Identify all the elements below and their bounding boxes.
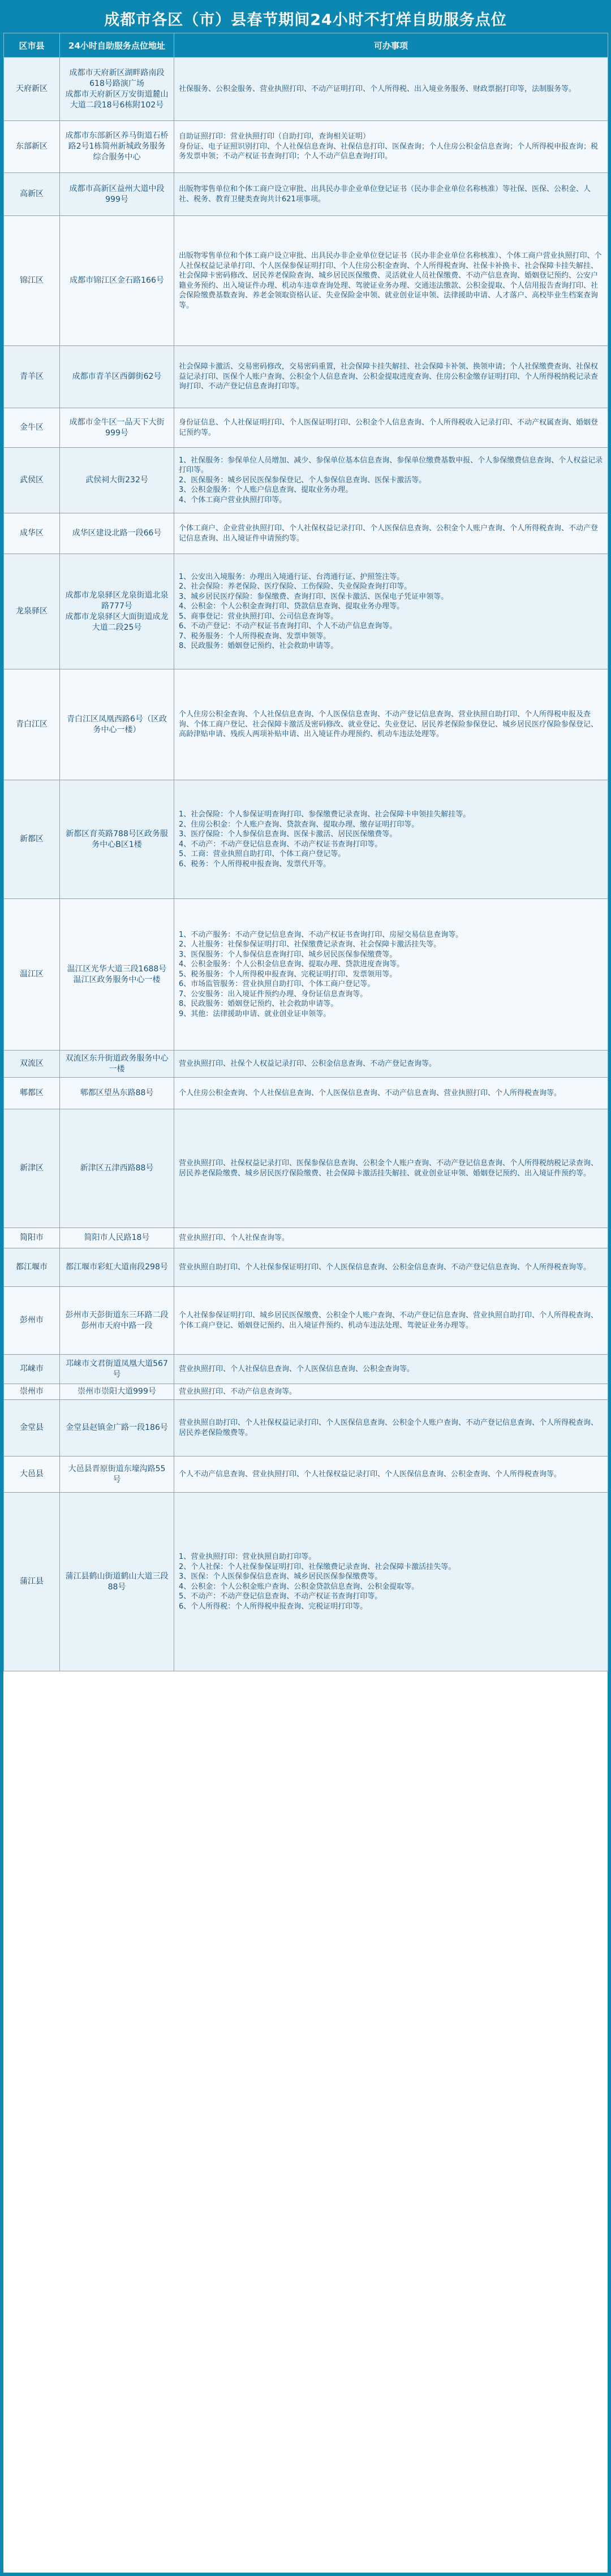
items-cell: 身份证信息、个人社保证明打印、个人医保证明打印、公积金个人信息查询、个人所得税收入记录打印、不动产权属查询、婚姻登记预约等。 — [174, 408, 608, 448]
address-cell: 成都市龙泉驿区龙泉街道北泉路777号 成都市龙泉驿区大面街道成龙大道二段25号 — [60, 554, 174, 669]
items-cell: 个人住房公积金查询、个人社保信息查询、个人医保信息查询、不动产登记信息查询、营业执照自助打印、个人所得税申报及查询、个体工商户登记、社会保障卡激活及密码修改、就业登记、失业登记、居民养老保险参保登记、城乡居民医疗保险参保登记、高龄津贴申请、残疾人两项补贴申请、出入境证件办理预约、机动车违法处理等。 — [174, 669, 608, 780]
table-row — [4, 1109, 608, 1228]
district-cell: 武侯区 — [4, 448, 60, 513]
items-cell: 营业执照打印、不动产信息查询等。 — [174, 1384, 608, 1400]
district-cell: 金堂县 — [4, 1400, 60, 1456]
address-cell: 金堂县赵镇金广路一段186号 — [60, 1400, 174, 1456]
district-cell: 崇州市 — [4, 1384, 60, 1400]
table-row — [4, 58, 608, 121]
table-row — [4, 1051, 608, 1078]
table-row — [4, 1248, 608, 1287]
items-cell: 营业执照自助打印、个人社保权益记录打印、个人医保信息查询、公积金个人账户查询、不动产登记信息查询、个人所得税查询、居民养老保险缴费等。 — [174, 1400, 608, 1456]
district-cell: 郫都区 — [4, 1078, 60, 1109]
items-cell: 营业执照打印、个人社保信息查询、个人医保信息查询、公积金查询等。 — [174, 1355, 608, 1384]
items-cell: 社保服务、公积金服务、营业执照打印、不动产证明打印、个人所得税、出入境业务服务、财政票据打印等，法制服务等。 — [174, 58, 608, 121]
district-cell: 锦江区 — [4, 216, 60, 346]
address-cell: 蒲江县鹤山街道鹤山大道三段88号 — [60, 1493, 174, 1671]
table-row — [4, 448, 608, 513]
table-row — [4, 173, 608, 216]
items-cell: 营业执照打印、社保个人权益记录打印、公积金信息查询、不动产登记查询等。 — [174, 1051, 608, 1078]
address-cell: 双流区东升街道政务服务中心一楼 — [60, 1051, 174, 1078]
district-cell: 都江堰市 — [4, 1248, 60, 1287]
address-cell: 成都市金牛区一品天下大街999号 — [60, 408, 174, 448]
address-cell: 成都市高新区益州大道中段999号 — [60, 173, 174, 216]
address-cell: 邛崃市文君街道凤凰大道567号 — [60, 1355, 174, 1384]
table-row — [4, 1287, 608, 1355]
address-cell: 新都区育英路788号区政务服务中心B区1楼 — [60, 780, 174, 899]
table-row — [4, 669, 608, 780]
table-row — [4, 216, 608, 346]
district-cell: 天府新区 — [4, 58, 60, 121]
district-cell: 蒲江县 — [4, 1493, 60, 1671]
items-cell: 1、营业执照打印：营业执照自助打印等。 2、个人社保：个人社保参保证明打印、社保缴费记录查询、社会保障卡激活挂失等。 3、医保：个人医保参保信息查询、城乡居民医保参保缴费等。 4、公积金：个人公积金账户查询、公积金贷款信息查询、公积金提取等。 5、不动产：不动产登记信息查询、不动产权证书查询打印等。 6、个人所得税：个人所得税申报查询、完税证明打印等。 — [174, 1493, 608, 1671]
items-cell: 营业执照打印、个人社保查询等。 — [174, 1228, 608, 1248]
address-cell: 新津区五津西路88号 — [60, 1109, 174, 1228]
address-cell: 温江区光华大道三段1688号温江区政务服务中心一楼 — [60, 899, 174, 1051]
items-cell: 1、社保服务：参保单位人员增加、减少、参保单位基本信息查询、参保单位缴费基数申报、个人参保缴费信息查询、个人权益记录打印等。 2、医保服务：城乡居民医保参保登记、个人参保信息查询、医保卡激活等。 3、公积金服务：个人账户信息查询、提取业务办理。 4、个体工商户营业执照打印等。 — [174, 448, 608, 513]
items-cell: 自助证照打印：营业执照打印（自助打印，查询相关证明） 身份证、电子证照识别打印、个人社保信息查询、社保信息打印、医保查询；个人住房公积金信息查询；个人所得税申报查询；税务发票申领；不动产权证书查询打印；个人不动产信息查询打印。 — [174, 121, 608, 173]
page-title: 成都市各区（市）县春节期间24小时不打烊自助服务点位 — [3, 3, 608, 33]
table-body — [4, 58, 608, 1671]
address-cell: 成都市天府新区湖畔路南段618号路演广场 成都市天府新区万安街道麓山大道二段18号6栋附102号 — [60, 58, 174, 121]
items-cell: 营业执照自助打印、个人社保参保证明打印、个人医保信息查询、公积金信息查询、不动产登记信息查询、个人所得税查询等。 — [174, 1248, 608, 1287]
district-cell: 东部新区 — [4, 121, 60, 173]
address-cell: 武侯祠大街232号 — [60, 448, 174, 513]
table-row — [4, 554, 608, 669]
address-cell: 简阳市人民路18号 — [60, 1228, 174, 1248]
items-cell: 个体工商户、企业营业执照打印、个人社保权益记录打印、个人医保信息查询、公积金个人账户查询、个人所得税查询、不动产登记信息查询、出入境证件申请预约等。 — [174, 513, 608, 554]
service-points-table — [3, 33, 608, 1671]
district-cell: 成华区 — [4, 513, 60, 554]
items-cell: 社会保障卡激活、交易密码修改，交易密码重置，社会保障卡挂失解挂、社会保障卡补领、换领申请；个人社保缴费查询、社保权益记录打印、医保个人账户查询、公积金个人信息查询、公积金提取进度查询、住房公积金缴存证明打印、个人所得税纳税记录查询打印、不动产登记信息查询打印等。 — [174, 346, 608, 408]
district-cell: 邛崃市 — [4, 1355, 60, 1384]
address-cell: 成华区建设北路一段66号 — [60, 513, 174, 554]
district-cell: 温江区 — [4, 899, 60, 1051]
district-cell: 新津区 — [4, 1109, 60, 1228]
table-row — [4, 899, 608, 1051]
district-cell: 大邑县 — [4, 1456, 60, 1493]
address-cell: 大邑县晋原街道东壕沟路55号 — [60, 1456, 174, 1493]
table-row — [4, 1493, 608, 1671]
district-cell: 龙泉驿区 — [4, 554, 60, 669]
district-cell: 简阳市 — [4, 1228, 60, 1248]
header-district: 区市县 — [4, 33, 60, 58]
table-row — [4, 780, 608, 899]
district-cell: 双流区 — [4, 1051, 60, 1078]
table-row — [4, 1228, 608, 1248]
district-cell: 彭州市 — [4, 1287, 60, 1355]
items-cell: 1、不动产服务：不动产登记信息查询、不动产权证书查询打印、房屋交易信息查询等。 2、人社服务：社保参保证明打印、社保缴费记录查询、社会保障卡激活挂失等。 3、医保服务：个人参保信息查询打印、城乡居民医保参保缴费等。 4、公积金服务：个人公积金信息查询、提取办理、贷款进度查询等。 5、税务服务：个人所得税申报查询、完税证明打印、发票领用等。 6、市场监管服务：营业执照自助打印、个体工商户登记等。 7、公安服务：出入境证件预约办理、身份证信息查询等。 8、民政服务：婚姻登记预约、社会救助申请等。 9、其他：法律援助申请、就业创业证申领等。 — [174, 899, 608, 1051]
address-cell: 郫都区望丛东路88号 — [60, 1078, 174, 1109]
table-row — [4, 1456, 608, 1493]
items-cell: 营业执照打印、社保权益记录打印、医保参保信息查询、公积金个人账户查询、不动产登记信息查询、个人所得税纳税记录查询、居民养老保险缴费、城乡居民医疗保险缴费、社会保障卡激活挂失解挂、就业创业证申领、婚姻登记预约、出入境证件预约等。 — [174, 1109, 608, 1228]
address-cell: 彭州市天彭街道东三环路二段 彭州市天府中路一段 — [60, 1287, 174, 1355]
header-items: 可办事项 — [174, 33, 608, 58]
table-row — [4, 513, 608, 554]
header-address: 24小时自助服务点位地址 — [60, 33, 174, 58]
notice-frame — [3, 3, 608, 2573]
address-cell: 成都市东部新区养马街道石桥路2号1栋简州新城政务服务综合服务中心 — [60, 121, 174, 173]
items-cell: 1、公安出入境服务：办理出入境通行证、台湾通行证、护照签注等。 2、社会保险：养老保险、医疗保险、工伤保险、失业保险查询打印等。 3、城乡居民医疗保险：参保缴费、查询打印、医保卡激活、医保电子凭证申领等。 4、公积金：个人公积金查询打印、贷款信息查询、提取业务办理等。 5、商事登记：营业执照打印、公司信息查询等。 6、不动产登记：不动产权证书查询打印、个人不动产信息查询等。 7、税务服务：个人所得税查询、发票申领等。 8、民政服务：婚姻登记预约、社会救助申请等。 — [174, 554, 608, 669]
table-row — [4, 346, 608, 408]
table-row — [4, 408, 608, 448]
district-cell: 青白江区 — [4, 669, 60, 780]
district-cell: 高新区 — [4, 173, 60, 216]
table-row — [4, 1384, 608, 1400]
items-cell: 个人社保参保证明打印、城乡居民医保缴费、公积金个人账户查询、不动产登记信息查询、营业执照自助打印、个人所得税查询、个体工商户登记、婚姻登记预约、出入境证件预约、机动车违法处理、驾驶证业务办理等。 — [174, 1287, 608, 1355]
table-row — [4, 1078, 608, 1109]
district-cell: 青羊区 — [4, 346, 60, 408]
items-cell: 出版物零售单位和个体工商户设立审批、出具民办非企业单位登记证书（民办非企业单位名称核准）、个体工商户营业执照打印、个人社保权益记录单打印、个人医保参保证明打印、个人住房公积金查询、个人所得税查询、社保卡补换卡、社会保障卡挂失解挂、社会保障卡密码修改、居民养老保险查询、城乡居民医保缴费、灵活就业人员社保缴费、不动产信息查询、婚姻登记预约、公安户籍业务预约、出入境证件办理、机动车违章查询处理、驾驶证业务办理、交通违法缴款、公积金提取、个人信用报告查询打印、社会保险缴费基数查询、养老金领取资格认证、失业保险金申领、就业创业证申领、法律援助申请、人才落户、高校毕业生档案查询等。 — [174, 216, 608, 346]
district-cell: 金牛区 — [4, 408, 60, 448]
address-cell: 成都市锦江区金石路166号 — [60, 216, 174, 346]
items-cell: 个人住房公积金查询、个人社保信息查询、个人医保信息查询、不动产信息查询、营业执照打印、个人所得税查询等。 — [174, 1078, 608, 1109]
table-row — [4, 1400, 608, 1456]
table-row — [4, 121, 608, 173]
district-cell: 新都区 — [4, 780, 60, 899]
address-cell: 崇州市崇阳大道999号 — [60, 1384, 174, 1400]
address-cell: 都江堰市彩虹大道南段298号 — [60, 1248, 174, 1287]
address-cell: 成都市青羊区西御街62号 — [60, 346, 174, 408]
items-cell: 个人不动产信息查询、营业执照打印、个人社保权益记录打印、个人医保信息查询、公积金查询、个人所得税查询等。 — [174, 1456, 608, 1493]
table-row — [4, 1355, 608, 1384]
address-cell: 青白江区凤凰西路6号（区政务中心一楼） — [60, 669, 174, 780]
items-cell: 出版物零售单位和个体工商户设立审批、出具民办非企业单位登记证书（民办非企业单位名称核准）等社保、医保、公积金、人社、税务、教育卫健类查询共计621项事项。 — [174, 173, 608, 216]
items-cell: 1、社会保险：个人参保证明查询打印、参保缴费记录查询、社会保障卡申领挂失解挂等。 2、住房公积金：个人账户查询、贷款查询、提取办理、缴存证明打印等。 3、医疗保险：个人参保信息查询、医保卡激活、居民医保缴费等。 4、不动产：不动产登记信息查询、不动产权证书查询打印等。 5、工商：营业执照自助打印、个体工商户登记等。 6、税务：个人所得税申报查询、发票代开等。 — [174, 780, 608, 899]
